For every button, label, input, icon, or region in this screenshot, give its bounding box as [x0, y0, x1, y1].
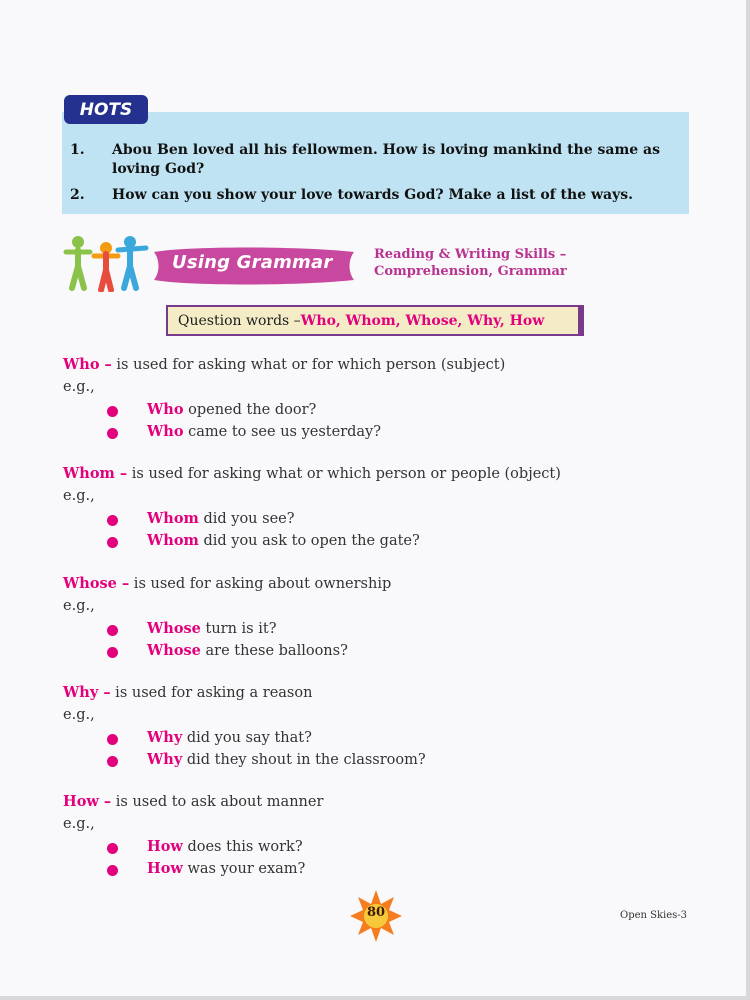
- section-heading: [63, 356, 505, 373]
- description: is used for asking a reason: [110, 685, 313, 701]
- book-title: Open Skies-3: [620, 910, 688, 921]
- question-words-box: [166, 305, 584, 336]
- dash: –: [116, 575, 130, 592]
- bullet-icon: [107, 865, 118, 876]
- eg-label: e.g.,: [63, 598, 95, 614]
- skills-line-2: Comprehension, Grammar: [374, 264, 567, 279]
- example-text: turn is it?: [200, 621, 277, 637]
- eg-label: e.g.,: [63, 707, 95, 723]
- children-group-icon: [62, 234, 152, 292]
- example-text: did they shout in the classroom?: [182, 752, 426, 768]
- dash: –: [98, 684, 111, 701]
- hots-label: HOTS: [64, 95, 148, 124]
- description: is used for asking about ownership: [129, 576, 392, 592]
- example-word: Why: [147, 729, 183, 746]
- example-text: does this work?: [182, 839, 303, 855]
- bullet-icon: [107, 647, 118, 658]
- question-number: 2.: [70, 187, 85, 203]
- question-word: How: [63, 793, 99, 810]
- example-text: came to see us yesterday?: [183, 424, 382, 440]
- example-word: Whose: [147, 620, 201, 637]
- example-text: opened the door?: [183, 402, 317, 418]
- dash: –: [114, 465, 128, 482]
- question-word: Whose: [63, 575, 117, 592]
- example-word: Who: [147, 423, 184, 440]
- bullet-icon: [107, 537, 118, 548]
- skills-note: [374, 246, 567, 280]
- bullet-icon: [107, 515, 118, 526]
- bullet-icon: [107, 625, 118, 636]
- section-heading: [63, 684, 312, 701]
- question-word: Why: [63, 684, 99, 701]
- bullet-icon: [107, 756, 118, 767]
- example-text: was your exam?: [182, 861, 306, 877]
- bullet-icon: [107, 843, 118, 854]
- example-text: did you say that?: [182, 730, 312, 746]
- eg-label: e.g.,: [63, 488, 95, 504]
- question-number: 1.: [70, 142, 85, 158]
- bullet-icon: [107, 734, 118, 745]
- description: is used for asking what or for which person (subject): [111, 357, 506, 373]
- dash: –: [99, 356, 112, 373]
- question-word: Who: [63, 356, 100, 373]
- bullet-icon: [107, 406, 118, 417]
- example-word: Why: [147, 751, 183, 768]
- page-number: 80: [366, 905, 386, 920]
- question-word: Whom: [63, 465, 115, 482]
- section-heading: [63, 575, 391, 592]
- hots-question-1: [70, 141, 681, 179]
- example-word: How: [147, 838, 183, 855]
- question-text: Abou Ben loved all his fellowmen. How is loving mankind the same as loving God?: [112, 142, 661, 177]
- skills-line-1: Reading & Writing Skills –: [374, 247, 567, 262]
- hots-box: [62, 112, 689, 214]
- example-text: did you ask to open the gate?: [198, 533, 420, 549]
- example-word: How: [147, 860, 183, 877]
- example-text: did you see?: [198, 511, 295, 527]
- hots-question-2: [70, 186, 681, 205]
- description: is used to ask about manner: [111, 794, 324, 810]
- question-text: How can you show your love towards God? Make a list of the ways.: [112, 187, 634, 203]
- section-heading: [63, 793, 323, 810]
- section-heading: [63, 465, 561, 482]
- bullet-icon: [107, 428, 118, 439]
- example-word: Whom: [147, 510, 199, 527]
- example-word: Whom: [147, 532, 199, 549]
- example-word: Who: [147, 401, 184, 418]
- question-words-list: Who, Whom, Whose, Why, How: [300, 312, 545, 329]
- question-words-prefix: Question words –: [178, 312, 301, 329]
- description: is used for asking what or which person or people (object): [127, 466, 561, 482]
- eg-label: e.g.,: [63, 816, 95, 832]
- example-text: are these balloons?: [200, 643, 348, 659]
- eg-label: e.g.,: [63, 379, 95, 395]
- example-word: Whose: [147, 642, 201, 659]
- ribbon-label: Using Grammar: [172, 252, 333, 273]
- dash: –: [98, 793, 112, 810]
